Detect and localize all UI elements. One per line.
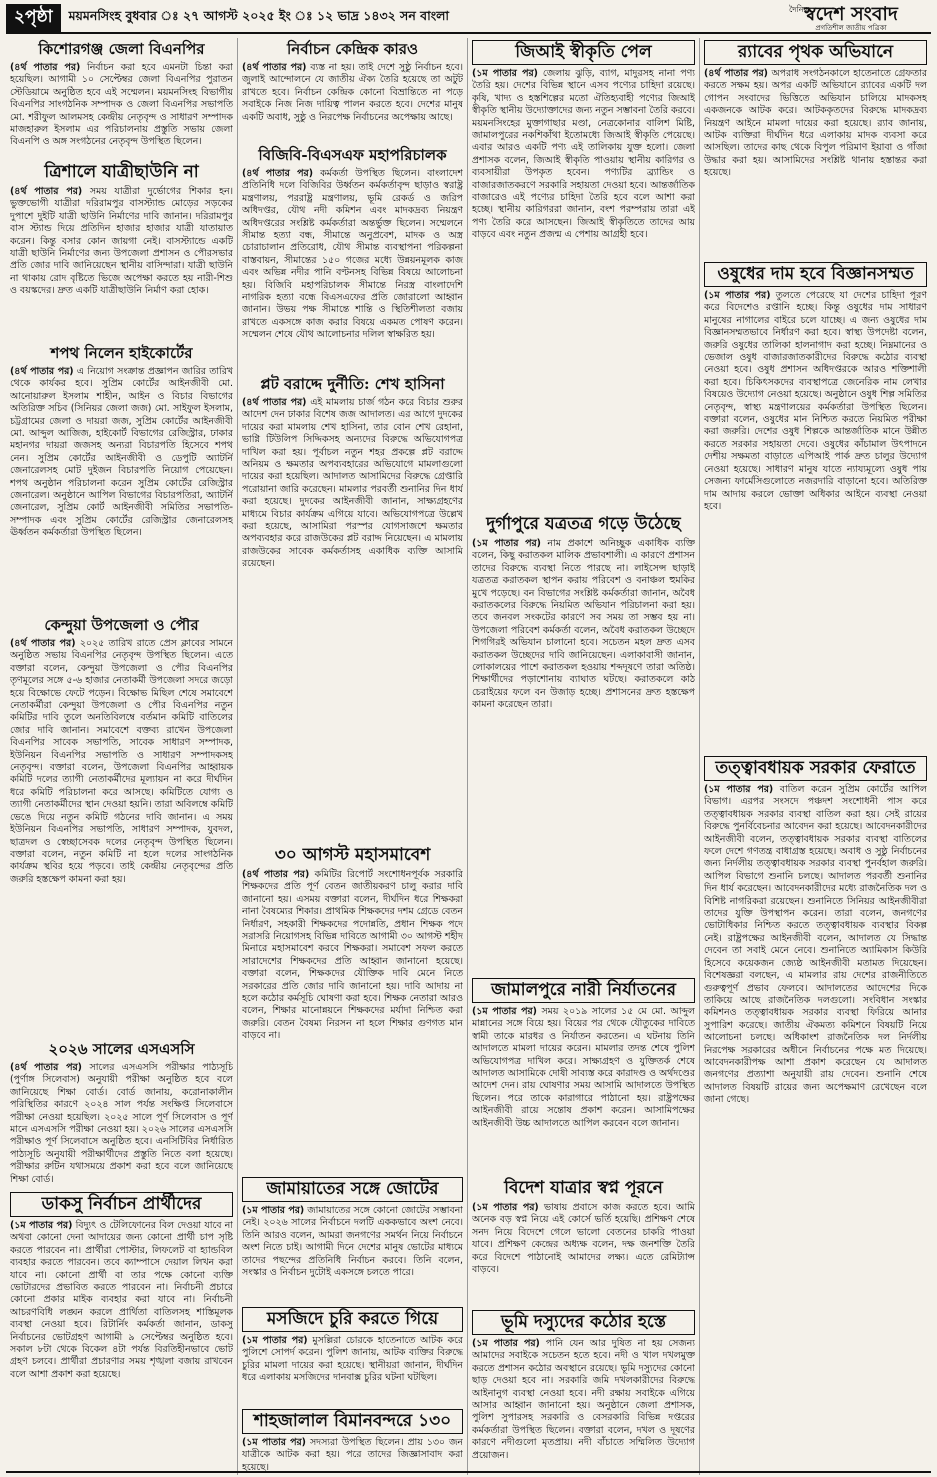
article-body: (১ম পাতার পর) বিদ্যুৎ ও টেলিফোনের বিল দেওয়া যাবে না অথবা কোনো দেনা আদায়ের জন্য কোনো প্রার্থী চাপ সৃষ্টি করতে পারবেন না। প্রার্থীরা পোস্টার, লিফলেট বা হ্যান্ডবিল ব্যবহার করতে পারবেন। তবে ক্যাম্পাসে দেয়াল লিখন করা যাবে না। কোনো প্রার্থী বা তার পক্ষে কোনো ব্যক্তি ভোটারদের প্রভাবিত করতে পারবেন না। নির্বাচনী প্রচারে কোনো প্রকার মাইক ব্যবহার করা যাবে না। নির্বাচনী আচরণবিধি লঙ্ঘন করলে প্রার্থিতা বাতিলসহ শাস্তিমূলক ব্যবস্থা নেওয়া হবে। রিটার্নিং কর্মকর্তা জানান, ডাকসু নির্বাচনের ভোটগ্রহণ আগামী ৯ সেপ্টেম্বর অনুষ্ঠিত হবে। সকাল ৮টা থেকে বিকেল ৪টা পর্যন্ত বিরতিহীনভাবে ভোট গ্রহণ চলবে। প্রার্থীরা প্রচারণার সময় শৃঙ্খলা বজায় রাখবেন বলে আশা প্রকাশ করা হয়েছে। (10, 1220, 233, 1380)
article-ec-karo (242, 38, 463, 140)
article-body: (১ম পাতার পর) জামায়াতের সঙ্গে কোনো জোটের সম্ভাবনা নেই। ২০২৬ সালের নির্বাচনে দলটি এককভাবে অংশ নেবে। তিনি আরও বলেন, আমরা জনগণের সমর্থন নিয়ে নির্বাচনে অংশ নিতে চাই। আগামী দিনে দেশের মানুষ ভোটের মাধ্যমে তাদের পছন্দের প্রতিনিধি নির্বাচন করবে। তিনি বলেন, সংস্কার ও নির্বাচন দুটোই একসঙ্গে চলতে পারে। (242, 1205, 463, 1279)
headline: ২০২৬ সালের এসএসসি (48, 1040, 195, 1058)
headline: জিআই স্বীকৃতি পেল (472, 40, 695, 65)
article-body: (৪র্থ পাতার পর) সালের এসএসসি পরীক্ষার পাঠ্যসূচি (পুর্ণাঙ্গ সিলেবাস) অনুযায়ী পরীক্ষা অনুষ্ঠিত হবে বলে জানিয়েছে শিক্ষা বোর্ড। বোর্ড জানায়, করোনাকালীন পরিস্থিতির কারণে ২০২৪ সাল পর্যন্ত সংক্ষিপ্ত সিলেবাসে পরীক্ষা নেওয়া হয়েছিল। ২০২৫ সালে পূর্ণ সিলেবাস ও পূর্ণ মানে এসএসসি পরীক্ষা নেওয়া হয়। ২০২৬ সালের এসএসসি পরীক্ষাও পূর্ণ সিলেবাসে অনুষ্ঠিত হবে। এনসিটিবির নির্ধারিত পাঠ্যসূচি অনুযায়ী পরীক্ষার্থীদের প্রস্তুতি নিতে বলা হয়েছে। পরীক্ষার রুটিন যথাসময়ে প্রকাশ করা হবে বলে জানিয়েছে শিক্ষা বোর্ড। (10, 1062, 233, 1185)
headline: কিশোরগঞ্জ জেলা বিএনপির (38, 40, 205, 58)
article-body: (১ম পাতার পর) সময় ২০১৯ সালের ১৫ মে মো. আব্দুল মান্নানের সঙ্গে বিয়ে হয়। বিয়ের পর থেকে যৌতুকের দাবিতে স্বামী তাকে মারধর ও নির্যাতন করতেন। এ ঘটনায় তিনি আদালতে মামলা দায়ের করেন। মামলার তদন্ত শেষে পুলিশ অভিযোগপত্র দাখিল করে। সাক্ষ্যগ্রহণ ও যুক্তিতর্ক শেষে আদালত আসামিকে দোষী সাব্যস্ত করে কারাদণ্ড ও অর্থদণ্ডের আদেশ দেন। রায় ঘোষণার সময় আসামি আদালতে উপস্থিত ছিলেন। পরে তাকে কারাগারে পাঠানো হয়। রাষ্ট্রপক্ষের আইনজীবী রায়ে সন্তোষ প্রকাশ করেন। আসামিপক্ষের আইনজীবী উচ্চ আদালতে আপিল করবেন বলে জানান। (472, 1006, 695, 1129)
article-bidesh (472, 1176, 695, 1304)
article-high-court (10, 342, 233, 610)
column-2 (238, 38, 468, 1475)
bottom-rule (6, 1471, 931, 1473)
article-body: (১ম পাতার পর) সদস্যরা উপস্থিত ছিলেন। প্রায় ১৩০ জন যাত্রীকে আটক করা হয়। পরে তাদের জিজ্ঞাসাবাদ করা হয়েছে। (242, 1437, 463, 1473)
column-1 (6, 38, 238, 1475)
article-body: (৪র্থ পাতার পর) সময় যাত্রীরা দুর্ভোগের শিকার হন। ভুক্তভোগী যাত্রীরা দরিরামপুর বাসস্ট্যান্ড মোড়ের সড়কের দুপাশে দুইটি যাত্রী ছাউনি নির্মাণের দাবি জানান। দরিরামপুর বাস স্ট্যান্ড দিয়ে প্রতিদিন হাজার হাজার যাত্রী যাতায়াত করেন। কিন্তু বসার কোন জায়গা নেই। বাসস্ট্যান্ডে একটি যাত্রী ছাউনি নির্মাণের জন্য উপজেলা প্রশাসন ও পৌরসভার প্রতি জোর দাবি জানিয়েছেন স্থানীয় বাসিন্দারা। যাত্রী ছাউনি না থাকায় রোদ বৃষ্টিতে ভিজে অপেক্ষা করতে হয় নারী-শিশু ও বয়স্কদের। দ্রুত একটি যাত্রীছাউনি নির্মাণ করা হোক। (10, 186, 233, 297)
article-ssc2026 (10, 1038, 233, 1186)
article-rally30 (242, 843, 463, 1171)
masthead (6, 4, 931, 34)
article-body: (৪র্থ পাতার পর) কমিটির রিপোর্ট সংশোধনপূর্বক সরকারি শিক্ষকদের প্রতি পূর্ণ বেতন জাতীয়করণ চালু করার দাবি জানানো হয়। এসময় বক্তারা বলেন, দীর্ঘদিন ধরে শিক্ষকরা নানা বৈষম্যের শিকার। প্রাথমিক শিক্ষকদের দশম গ্রেডে বেতন নির্ধারণ, সহকারী শিক্ষকদের পদোন্নতি, প্রধান শিক্ষক পদে সরাসরি নিয়োগসহ বিভিন্ন দাবিতে আগামী ৩০ আগস্ট শহীদ মিনারে মহাসমাবেশ করবে শিক্ষকরা। সমাবেশ সফল করতে সারাদেশের শিক্ষকদের প্রতি আহ্বান জানানো হয়েছে। বক্তারা বলেন, শিক্ষকদের যৌক্তিক দাবি মেনে নিতে সরকারের প্রতি জোর দাবি জানানো হয়। দাবি আদায় না হলে কঠোর কর্মসূচি ঘোষণা করা হবে। শিক্ষক নেতারা আরও বলেন, শিক্ষার মানোন্নয়নে শিক্ষকদের মর্যাদা নিশ্চিত করা জরুরি। বেতন বৈষম্য নিরসন না হলে শিক্ষার গুণগত মান বাড়বে না। (242, 869, 463, 1042)
headline: নির্বাচন কেন্দ্রিক কারও (286, 40, 419, 58)
dateline: ময়মনসিংহ বুধবার ঃ ২৭ আগস্ট ২০২৫ ইং ঃ ১২ ভাদ্র ১৪৩২ সন বাংলা (68, 8, 450, 23)
column-3 (468, 38, 700, 1475)
article-body: (১ম পাতার পর) নাম প্রকাশে অনিচ্ছুক একাধিক ব্যক্তি বলেন, কিছু করাতকল মালিক প্রভাবশালী। এ কারণে প্রশাসন তাদের বিরুদ্ধে ব্যবস্থা নিতে পারছে না। লাইসেন্স ছাড়াই যত্রতত্র করাতকল স্থাপন করায় পরিবেশ ও বনাঞ্চল হুমকির মুখে পড়েছে। বন বিভাগের সংশ্লিষ্ট কর্মকর্তারা জানান, অবৈধ করাতকলের বিরুদ্ধে নিয়মিত অভিযান পরিচালনা করা হয়। তবে জনবল সংকটের কারণে সব সময় তা সম্ভব হয় না। উপজেলা পরিবেশ কর্মকর্তা বলেন, অবৈধ করাতকল উচ্ছেদে শিগগিরই অভিযান চালানো হবে। সচেতন মহল দ্রুত এসব করাতকল উচ্ছেদের দাবি জানিয়েছেন। এলাকাবাসী জানান, লোকালয়ের পাশে করাতকল হওয়ায় শব্দদূষণে তারা অতিষ্ঠ। শিক্ষার্থীদের পড়াশোনায় ব্যাঘাত ঘটছে। করাতকলে কাঠ চেরাইয়ের ফলে বন উজাড় হচ্ছে। প্রশাসনের দ্রুত হস্তক্ষেপ কামনা করেছেন তারা। (472, 538, 695, 711)
article-bgb (242, 144, 463, 369)
article-rab (704, 38, 927, 256)
headline: ভূমি দস্যুদের কঠোর হস্তে (472, 1310, 695, 1335)
headline: র‍্যাবের পৃথক অভিযানে (704, 40, 927, 65)
headline: কেন্দুয়া উপজেলা ও পৌর (44, 616, 199, 634)
column-4 (700, 38, 931, 1475)
article-body: (৪র্থ পাতার পর) অপরাধ সংগঠনকালে হাতেনাতে গ্রেফতার করতে সক্ষম হয়। অপর একটি অভিযানে র‍্যাবের একটি দল গোপন সংবাদের ভিত্তিতে অভিযান চালিয়ে মাদকসহ একজনকে আটক করে। আটককৃতদের বিরুদ্ধে মাদকদ্রব্য নিয়ন্ত্রণ আইনে মামলা দায়ের করা হয়েছে। র‍্যাব জানায়, আটক ব্যক্তিরা দীর্ঘদিন ধরে এলাকায় মাদক ব্যবসা করে আসছিল। তাদের কাছ থেকে বিপুল পরিমাণ ইয়াবা ও গাঁজা উদ্ধার করা হয়। আসামিদের সংশ্লিষ্ট থানায় হস্তান্তর করা হয়েছে। (704, 68, 927, 179)
article-medicine (704, 260, 927, 750)
headline: ত্রিশালে যাত্রীছাউনি না (44, 162, 199, 182)
article-body: (১ম পাতার পর) জেলায় ঝুড়ি, ব্যাগ, মাদুরসহ নানা পণ্য তৈরি হয়। দেশের বিভিন্ন স্থানে এসব পণ্যের চাহিদা রয়েছে। কৃষি, খাদ্য ও হস্তশিল্পের মতো ঐতিহ্যবাহী পণ্যের জিআই স্বীকৃতি স্থানীয় উদ্যোক্তাদের জন্য নতুন সম্ভাবনা তৈরি করবে। ময়মনসিংহের মুক্তাগাছার মণ্ডা, নেত্রকোনার বালিশ মিষ্টি, জামালপুরের নকশিকাঁথা ইতোমধ্যে জিআই স্বীকৃতি পেয়েছে। এবার আরও একটি পণ্য এই তালিকায় যুক্ত হলো। জেলা প্রশাসক বলেন, জিআই স্বীকৃতি পাওয়ায় স্থানীয় কারিগর ও ব্যবসায়ীরা উপকৃত হবেন। পণ্যটির ব্র্যান্ডিং ও বাজারজাতকরণে সরকারি সহায়তা দেওয়া হবে। আন্তর্জাতিক বাজারেও এই পণ্যের চাহিদা তৈরি হবে বলে আশা করা হচ্ছে। স্থানীয় কারিগররা জানান, বংশ পরম্পরায় তারা এই পণ্য তৈরি করে আসছেন। জিআই স্বীকৃতিতে তাদের আয় বাড়বে এবং নতুন প্রজন্ম এ পেশায় আগ্রহী হবে। (472, 68, 695, 241)
article-body: (১ম পাতার পর) তুলতে পেরেছে যা দেশের চাহিদা পূরণ করে বিদেশেও রপ্তানি হচ্ছে। কিন্তু ওষুধের দাম সাধারণ মানুষের নাগালের বাইরে চলে যাচ্ছে। এ জন্য ওষুধের দাম বিজ্ঞানসম্মতভাবে নির্ধারণ করা হবে। স্বাস্থ্য উপদেষ্টা বলেন, জরুরি ওষুধের তালিকা হালনাগাদ করা হচ্ছে। নিম্নমানের ও ভেজাল ওষুধ বাজারজাতকারীদের বিরুদ্ধে কঠোর ব্যবস্থা নেওয়া হবে। ওষুধ প্রশাসন অধিদপ্তরকে আরও শক্তিশালী করা হবে। চিকিৎসকদের ব্যবস্থাপত্রে জেনেরিক নাম লেখার বিষয়েও উদ্যোগ নেওয়া হয়েছে। অনুষ্ঠানে ওষুধ শিল্প সমিতির নেতৃবৃন্দ, স্বাস্থ্য মন্ত্রণালয়ের কর্মকর্তারা উপস্থিত ছিলেন। বক্তারা বলেন, ওষুধের মান নিশ্চিত করতে নিয়মিত পরীক্ষা করা জরুরি। দেশের ওষুধ শিল্পকে আন্তর্জাতিক মানে উন্নীত করতে সরকার সহায়তা দেবে। ওষুধের কাঁচামাল উৎপাদনে দেশীয় সক্ষমতা বাড়াতে এপিআই পার্ক দ্রুত চালুর উদ্যোগ নেওয়া হয়েছে। সাধারণ মানুষ যাতে ন্যায্যমূল্যে ওষুধ পায় সেজন্য ফার্মেসিগুলোতে নজরদারি বাড়ানো হবে। অতিরিক্ত দাম আদায় করলে ভোক্তা অধিকার আইনে ব্যবস্থা নেওয়া হবে। (704, 290, 927, 512)
article-body: (৪র্থ পাতার পর) ব্যস্ত না হয়। তাই দেশে সুষ্ঠু নির্বাচন হবে। জুলাই আন্দোলনে যে জাতীয় ঐক্য তৈরি হয়েছে তা অটুট রাখতে হবে। নির্বাচন কেন্দ্রিক কোনো বিভ্রান্তিতে না পড়ে সবাইকে নিজ নিজ দায়িত্ব পালন করতে হবে। দেশের মানুষ একটি অবাধ, সুষ্ঠু ও নিরপেক্ষ নির্বাচনের অপেক্ষায় আছে। (242, 62, 463, 123)
article-dakshu (10, 1190, 233, 1460)
headline: বিদেশ যাত্রার স্বপ্ন পূরনে (504, 1178, 663, 1198)
article-body: (১ম পাতার পর) মুসল্লিরা চোরকে হাতেনাতে আটক করে পুলিশে সোপর্দ করেন। পুলিশ জানায়, আটক ব্যক্তির বিরুদ্ধে চুরির মামলা দায়ের করা হয়েছে। স্থানীয়রা জানান, দীর্ঘদিন ধরে এলাকায় মসজিদের দানবাক্স চুরির ঘটনা ঘটছিল। (242, 1335, 463, 1384)
columns (6, 38, 931, 1475)
headline: ওষুধের দাম হবে বিজ্ঞানসম্মত (704, 262, 927, 287)
article-gi (472, 38, 695, 508)
headline: জামালপুরে নারী নির্যাতনের (472, 978, 695, 1003)
article-body: (১ম পাতার পর) ভাষায় প্রবাসে কাজ করতে হবে। আমি অনেক বড় স্বপ্ন নিয়ে এই কোর্সে ভর্তি হয়েছি। প্রশিক্ষণ শেষে সনদ নিয়ে বিদেশে গেলে ভালো বেতনের চাকরি পাওয়া যাবে। প্রশিক্ষণ কেন্দ্রের অধ্যক্ষ বলেন, দক্ষ জনশক্তি তৈরি করে বিদেশে পাঠানোই আমাদের লক্ষ্য। এতে রেমিট্যান্স বাড়বে। (472, 1202, 695, 1276)
article-kendua (10, 614, 233, 1034)
headline: জামায়াতের সঙ্গে জোটের (242, 1177, 463, 1202)
brand-top: দৈনিক (789, 5, 810, 14)
article-shahjalal (242, 1407, 463, 1475)
headline: বিজিবি-বিএসএফ মহাপরিচালক (258, 146, 447, 164)
headline: প্লট বরাদ্দে দুর্নীতি: শেখ হাসিনা (260, 375, 445, 393)
article-jamalpur (472, 976, 695, 1172)
headline: শাহজালাল বিমানবন্দরে ১৩০ (242, 1409, 463, 1434)
article-body: (১ম পাতার পর) বাতিল করেন সুপ্রিম কোর্টের আপিল বিভাগ। এরপর সংসদে পঞ্চদশ সংশোধনী পাস করে তত্ত্বাবধায়ক সরকার ব্যবস্থা বাতিল করা হয়। সেই রায়ের বিরুদ্ধে পুনর্বিবেচনার আবেদন করা হয়েছে। আবেদনকারীদের আইনজীবী বলেন, তত্ত্বাবধায়ক সরকার ব্যবস্থা বাতিলের ফলে দেশে গণতন্ত্র বাধাগ্রস্ত হয়েছে। অবাধ ও সুষ্ঠু নির্বাচনের জন্য নির্দলীয় তত্ত্বাবধায়ক সরকার ব্যবস্থা পুনর্বহাল জরুরি। আপিল বিভাগে শুনানি চলছে। আদালত পরবর্তী শুনানির দিন ধার্য করেছেন। আবেদনকারীদের মধ্যে রাজনৈতিক দল ও বিশিষ্ট নাগরিকরা রয়েছেন। শুনানিতে সিনিয়র আইনজীবীরা তাদের যুক্তি উপস্থাপন করেন। তারা বলেন, জনগণের ভোটাধিকার নিশ্চিত করতে তত্ত্বাবধায়ক ব্যবস্থার বিকল্প নেই। রাষ্ট্রপক্ষের আইনজীবী বলেন, আদালত যে সিদ্ধান্ত দেবেন তা সবাই মেনে নেবে। শুনানিতে অ্যামিকাস কিউরি হিসেবে কয়েকজন জ্যেষ্ঠ আইনজীবী মতামত দিয়েছেন। বিশেষজ্ঞরা বলছেন, এ মামলার রায় দেশের রাজনীতিতে গুরুত্বপূর্ণ প্রভাব ফেলবে। আদালতের আদেশের দিকে তাকিয়ে আছে রাজনৈতিক দলগুলো। সংবিধান সংস্কার কমিশনও তত্ত্বাবধায়ক সরকার ব্যবস্থা ফিরিয়ে আনার সুপারিশ করেছে। জাতীয় ঐকমত্য কমিশনে বিষয়টি নিয়ে আলোচনা চলছে। অধিকাংশ রাজনৈতিক দল নির্দলীয় নিরপেক্ষ সরকারের অধীনে নির্বাচনের পক্ষে মত দিয়েছে। আবেদনকারীপক্ষ আশা প্রকাশ করেছেন যে আদালত জনগণের প্রত্যাশা অনুযায়ী রায় দেবেন। শুনানি শেষে আদালত বিষয়টি রায়ের জন্য অপেক্ষমাণ রেখেছেন বলে জানা গেছে। (704, 784, 927, 1106)
article-trishal (10, 160, 233, 338)
article-body: (৪র্থ পাতার পর) কর্মকর্তা উপস্থিত ছিলেন। বাংলাদেশ প্রতিনিধি দলে বিজিবির উর্ধ্বতন কর্মকর্তাবৃন্দ ছাড়াও স্বরাষ্ট্র মন্ত্রণালয়, পররাষ্ট্র মন্ত্রণালয়, ভূমি রেকর্ড ও জরিপ অধিদপ্তর, যৌথ নদী কমিশন এবং মাদকদ্রব্য নিয়ন্ত্রণ অধিদপ্তরের সংশ্লিষ্ট কর্মকর্তারা অন্তর্ভুক্ত ছিলেন। সম্মেলনে সীমান্ত হত্যা বন্ধ, সীমান্তে অনুপ্রবেশ, মাদক ও অস্ত্র চোরাচালান প্রতিরোধ, যৌথ সীমান্ত ব্যবস্থাপনা পরিকল্পনা বাস্তবায়ন, সীমান্তের ১৫০ গজের মধ্যে উন্নয়নমূলক কাজ এবং অভিন্ন নদীর পানি বণ্টনসহ বিভিন্ন বিষয়ে আলোচনা হয়। বিজিবি মহাপরিচালক সীমান্তে নিরস্ত্র বাংলাদেশি নাগরিক হত্যা বন্ধে বিএসএফের প্রতি জোরালো আহ্বান জানান। উভয় পক্ষ সীমান্তে শান্তি ও স্থিতিশীলতা বজায় রাখতে একসঙ্গে কাজ করার বিষয়ে একমত পোষণ করেন। সম্মেলন শেষে যৌথ আলোচনার দলিল স্বাক্ষরিত হয়। (242, 168, 463, 341)
page-number: ২পৃষ্ঠা (6, 4, 61, 32)
article-body: (৪র্থ পাতার পর) নির্বাচন করা হবে এমনটা চিন্তা করা হয়েছিল। আগামী ১০ সেপ্টেম্বর জেলা বিএনপির পুরাতন স্টেডিয়ামে অনুষ্ঠিত হবে এই সম্মেলন। ময়মনসিংহ বিভাগীয় বিএনপির সাংগঠনিক সম্পাদক ও জেলা বিএনপির সভাপতি মো. শরীফুল আলমসহ কেন্দ্রীয় নেতৃবৃন্দ ও সাধারণ সম্পাদক মাজহারুল ইসলাম এর পরিচালনায় প্রস্তুতি সভায় জেলা বিএনপি ও অঙ্গ সংগঠনের নেতৃবৃন্দ উপস্থিত ছিলেন। (10, 62, 233, 148)
article-durgapur (472, 512, 695, 972)
article-bhumi (472, 1308, 695, 1475)
article-body: (৪র্থ পাতার পর) ২০২৫ তারিখ রাতে প্রেস ক্লাবের সামনে অনুষ্ঠিত সভায় বিএনপির নেতৃবৃন্দ উপস্থিত ছিলেন। এতে বক্তারা বলেন, কেন্দুয়া উপজেলা ও পৌর বিএনপির তৃণমূলের সঙ্গে ৫-৬ হাজার নেতাকর্মী উপজেলা সদরে জড়ো হয়ে বিক্ষোভে ফেটে পড়েন। বিক্ষোভ মিছিল শেষে সমাবেশে নেতাকর্মীরা কেন্দুয়া উপজেলা ও পৌর বিএনপির নতুন কমিটির দাবি তুলে অনতিবিলম্বে বর্তমান কমিটি বাতিলের জোর দাবি জানান। সমাবেশে বক্তব্য রাখেন উপজেলা বিএনপির সাবেক সভাপতি, সাবেক সাধারণ সম্পাদক, ইউনিয়ন বিএনপির সভাপতি ও সাধারণ সম্পাদকসহ নেতৃবৃন্দ। বক্তারা বলেন, উপজেলা বিএনপির আহ্বায়ক কমিটি দলের ত্যাগী নেতাকর্মীদের মূল্যায়ন না করে দীর্ঘদিন ধরে কমিটি পরিচালনা করে আসছে। কমিটিতে যোগ্য ও ত্যাগী নেতাকর্মীদের স্থান দেওয়া হয়নি। তারা অবিলম্বে কমিটি ভেঙে দিয়ে নতুন কমিটি গঠনের দাবি জানান। এ সময় ইউনিয়ন বিএনপির সভাপতি, সাধারণ সম্পাদক, যুবদল, ছাত্রদল ও স্বেচ্ছাসেবক দলের নেতৃবৃন্দ উপস্থিত ছিলেন। বক্তারা বলেন, নতুন কমিটি না হলে দলের সাংগঠনিক কার্যক্রম স্থবির হয়ে পড়বে। তাই কেন্দ্রীয় নেতৃবৃন্দের প্রতি জরুরি হস্তক্ষেপ কামনা করা হয়। (10, 638, 233, 885)
article-jamaat (242, 1175, 463, 1301)
article-caretaker (704, 754, 927, 1469)
article-body: (৪র্থ পাতার পর) এ নিয়োগ সংক্রান্ত প্রজ্ঞাপন জারির তারিখ থেকে কার্যকর হবে। সুপ্রিম কোর্টের আইনজীবী মো. আনোয়ারুল ইসলাম শাহীন, আইন ও বিচার বিভাগের অতিরিক্ত সচিব (সিনিয়র জেলা জজ) মো. সাইফুল ইসলাম, চট্টগ্রামের জেলা ও দায়রা জজ, সুপ্রিম কোর্টের আইনজীবী মো. আব্দুল আজিজ, হাইকোর্ট বিভাগের রেজিস্ট্রার, ঢাকার মহানগর দায়রা জজসহ অন্যরা বিচারপতি হিসেবে শপথ নেন। সুপ্রিম কোর্টের আইনজীবী ও ডেপুটি অ্যাটর্নি জেনারেলসহ মোট দুইজন বিচারপতি নিয়োগ পেয়েছেন। শপথ অনুষ্ঠান পরিচালনা করেন সুপ্রিম কোর্টের রেজিস্ট্রার জেনারেল। অনুষ্ঠানে আপিল বিভাগের বিচারপতিরা, অ্যাটর্নি জেনারেল, সুপ্রিম কোর্ট আইনজীবী সমিতির সভাপতি-সম্পাদক এবং সুপ্রিম কোর্টের রেজিস্ট্রার জেনারেলসহ ঊর্ধ্বতন কর্মকর্তারা উপস্থিত ছিলেন। (10, 366, 233, 539)
headline: দুর্গাপুরে যত্রতত্র গড়ে উঠেছে (486, 514, 681, 534)
headline: মসজিদে চুরি করতে গিয়ে (242, 1307, 463, 1332)
article-masjid (242, 1305, 463, 1403)
brand-name: স্বদেশ সংবাদ (804, 3, 898, 25)
headline: শপথ নিলেন হাইকোর্টের (50, 344, 193, 362)
article-plot (242, 373, 463, 839)
newspaper-logo (771, 4, 931, 32)
headline: ৩০ আগস্ট মহাসমাবেশ (274, 845, 431, 865)
article-body: (১ম পাতার পর) পানি যেন আর দুষিত না হয় সেজন্য আমাদের সবাইকে সচেতন হতে হবে। নদী ও খাল দখলমুক্ত করতে প্রশাসন কঠোর অবস্থানে রয়েছে। ভূমি দস্যুদের কোনো ছাড় দেওয়া হবে না। সরকারি জমি দখলকারীদের বিরুদ্ধে আইনানুগ ব্যবস্থা নেওয়া হবে। নদী রক্ষায় সবাইকে এগিয়ে আসার আহ্বান জানানো হয়। অনুষ্ঠানে জেলা প্রশাসক, পুলিশ সুপারসহ সরকারি ও বেসরকারি বিভিন্ন দপ্তরের কর্মকর্তারা উপস্থিত ছিলেন। বক্তারা বলেন, দখল ও দূষণের কারণে নদীগুলো মৃতপ্রায়। নদী বাঁচাতে সম্মিলিত উদ্যোগ প্রয়োজন। (472, 1338, 695, 1461)
article-body: (৪র্থ পাতার পর) এই মামলায় চার্জ গঠন করে বিচার শুরুর আদেশ দেন ঢাকার বিশেষ জজ আদালত। এর আগে দুদকের দায়ের করা মামলায় শেখ হাসিনা, তার বোন শেখ রেহানা, ভাগ্নি টিউলিপ সিদ্দিকসহ অন্যদের বিরুদ্ধে অভিযোগপত্র দাখিল করা হয়। পূর্বাচল নতুন শহর প্রকল্পে প্লট বরাদ্দে অনিয়ম ও ক্ষমতার অপব্যবহারের অভিযোগে মামলাগুলো দায়ের করা হয়েছিল। আদালত আসামিদের বিরুদ্ধে গ্রেপ্তারি পরোয়ানা জারি করেছেন। মামলার পরবর্তী শুনানির দিন ধার্য করা হয়েছে। দুদকের আইনজীবী জানান, সাক্ষ্যগ্রহণের মাধ্যমে বিচার কার্যক্রম এগিয়ে যাবে। অভিযোগপত্রে উল্লেখ করা হয়েছে, আসামিরা পরস্পর যোগসাজশে ক্ষমতার অপব্যবহার করে রাজউকের প্লট বরাদ্দ নিয়েছেন। এ মামলায় রাজউকের সাবেক কর্মকর্তাসহ একাধিক ব্যক্তি আসামি রয়েছেন। (242, 397, 463, 570)
headline: তত্ত্বাবধায়ক সরকার ফেরাতে (704, 756, 927, 781)
headline: ডাকসু নির্বাচন প্রার্থীদের (10, 1192, 233, 1217)
brand-tagline: প্রগতিশীল জাতীয় পত্রিকা (815, 24, 887, 32)
article-kishoreganj (10, 38, 233, 156)
